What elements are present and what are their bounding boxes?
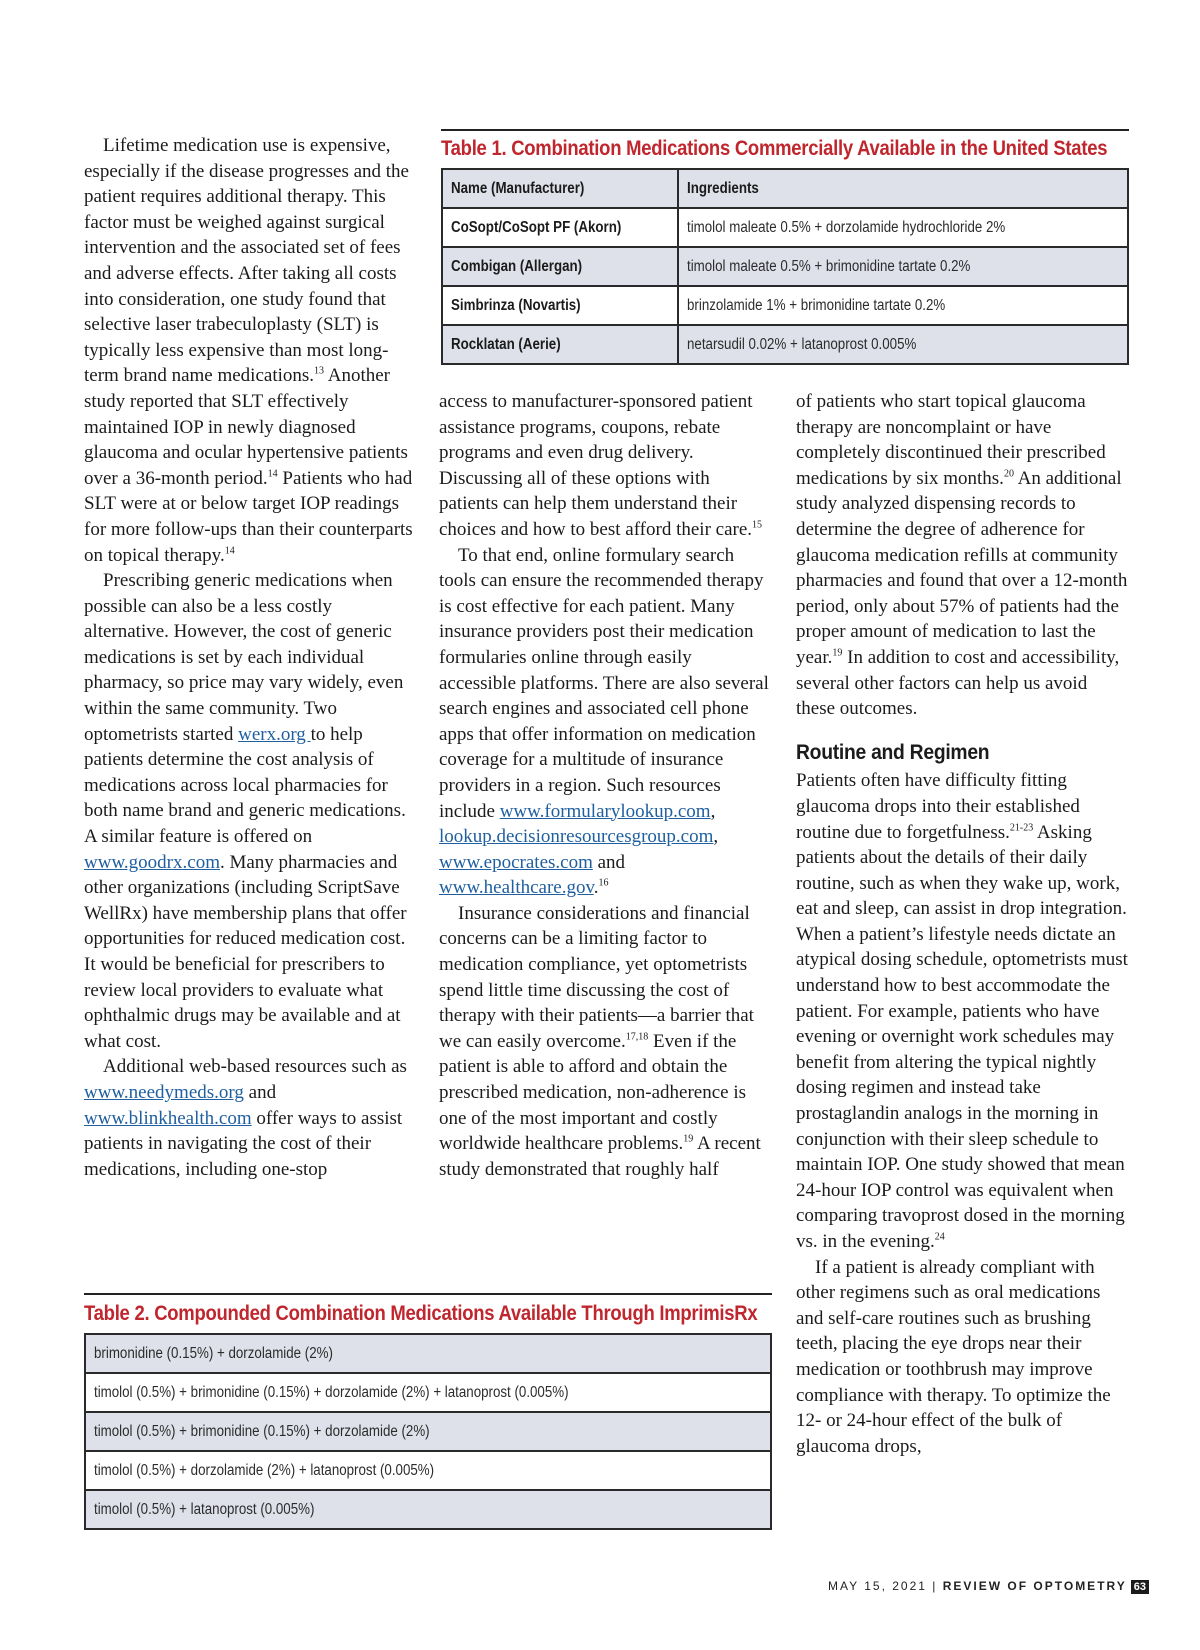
werx-link[interactable]: werx.org [238, 723, 311, 745]
table-row: CoSopt/CoSopt PF (Akorn) timolol maleate 0.5% + dorzolamide hydrochloride 2% [442, 208, 1128, 247]
table-row: timolol (0.5%) + brimonidine (0.15%) + dorzolamide (2%) + latanoprost (0.005%) [85, 1373, 771, 1412]
needymeds-link[interactable]: www.needymeds.org [84, 1081, 244, 1103]
goodrx-link[interactable]: www.goodrx.com [84, 851, 220, 873]
body-column-3 [796, 389, 1128, 1459]
table1-header-ingredients: Ingredients [678, 169, 1128, 208]
paragraph: Lifetime medication use is expensive, especially if the disease progresses and the patient requires additional therapy. This factor must be weighed against surgical intervention and the associated set of fees and adverse effects. After taking all costs into consideration, one study found that selective laser trabeculoplasty (SLT) is typically less expensive than most long-term brand name medications.$^{13}$ Another study reported that SLT effectively maintained IOP in newly diagnosed glaucoma and ocular hypertensive patients over a 36-month period.$^{14}$ Patients who had SLT were at or below target IOP readings for more follow-ups than their counterparts on topical therapy.$^{14}$ [84, 135, 413, 566]
decisionresources-link[interactable]: lookup.decisionresourcesgroup.com [439, 826, 714, 848]
healthcare-gov-link[interactable]: www.healthcare.gov [439, 877, 594, 899]
table-row: Combigan (Allergan) timolol maleate 0.5% + brimonidine tartate 0.2% [442, 247, 1128, 286]
table-row: Simbrinza (Novartis) brinzolamide 1% + brimonidine tartate 0.2% [442, 286, 1128, 325]
table1-top-rule [441, 129, 1129, 131]
blinkhealth-link[interactable]: www.blinkhealth.com [84, 1107, 252, 1129]
paragraph: To that end, online formulary search tools can ensure the recommended therapy is cost effective for each patient. Many insurance providers post their medication formularies online through easily accessible platforms. There are also several search engines and associated cell phone apps that offer information on medication coverage for a multitude of insurance providers in a region. Such resources include www.formularylookup.com, lookup.decisionresourcesgroup.com, www.epocrates.com and www.healthcare.gov.$^{16}$ [439, 544, 769, 899]
body-column-2 [439, 389, 772, 1182]
table1 [441, 168, 1129, 365]
formularylookup-link[interactable]: www.formularylookup.com [499, 800, 711, 822]
body-column-1 [84, 133, 416, 1182]
table-row: timolol (0.5%) + dorzolamide (2%) + latanoprost (0.005%) [85, 1451, 771, 1490]
page-footer [828, 1579, 1149, 1594]
paragraph: Patients often have difficulty fitting glaucoma drops into their established routine due to forgetfulness.$^{21-23}$ Asking patients about the details of their daily routine, such as when they wake up, work, eat and sleep, can assist in drop integration. When a patient’s lifestyle needs dictate an atypical dosing schedule, optometrists must understand how to best accommodate the patient. For example, patients who have evening or overnight work schedules may benefit from altering the typical nightly dosing regimen and instead take prostaglandin analogs in the morning in conjunction with their sleep schedule to maintain IOP. One study showed that mean 24-hour IOP control was equivalent when comparing travoprost dosed in the morning vs. in the evening.$^{24}$ [796, 770, 1128, 1252]
footer-date: MAY 15, 2021 | [828, 1579, 943, 1593]
paragraph: access to manufacturer-sponsored patient assistance programs, coupons, rebate programs and even drug delivery. Discussing all of these options with patients can help them understand their choices and how to best afford their care.$^{15}$ [439, 391, 763, 540]
paragraph: Prescribing generic medications when possible can also be a less costly alternative. However, the cost of generic medications is set by each individual pharmacy, so price may vary widely, even within the same community. Two optometrists started werx.org to help patients determine the cost analysis of medications across local pharmacies for both name brand and generic medications. A similar feature is offered on www.goodrx.com. Many pharmacies and other organizations (including ScriptSave WellRx) have membership plans that offer opportunities for reduced medication cost. It would be beneficial for prescribers to review local providers to evaluate what ophthalmic drugs may be available and at what cost. [84, 570, 407, 1052]
table1-title: Table 1. Combination Medications Commercially Available in the United States [441, 137, 1108, 160]
journal-name: REVIEW OF OPTOMETRY [942, 1579, 1127, 1593]
epocrates-link[interactable]: www.epocrates.com [439, 851, 593, 873]
paragraph: Additional web-based resources such as www.needymeds.org and www.blinkhealth.com offer ways to assist patients in navigating the cost of their medications, including one-stop [84, 1056, 407, 1180]
paragraph: Insurance considerations and financial concerns can be a limiting factor to medication compliance, yet optometrists spend little time discussing the cost of therapy with their patients—a barrier that we can easily overcome.$^{17,18}$ Even if the patient is able to afford and obtain the prescribed medication, non-adherence is one of the most important and costly worldwide healthcare problems.$^{19}$ A recent study demonstrated that roughly half [439, 902, 761, 1180]
table-row: brimonidine (0.15%) + dorzolamide (2%) [85, 1334, 771, 1373]
paragraph: If a patient is already compliant with other regimens such as oral medications and self-care routines such as brushing teeth, placing the eye drops near their medication or toothbrush may improve compliance with therapy. To optimize the 12- or 24-hour effect of the bulk of glaucoma drops, [796, 1256, 1111, 1457]
table1-header-name: Name (Manufacturer) [442, 169, 678, 208]
table-row: timolol (0.5%) + brimonidine (0.15%) + dorzolamide (2%) [85, 1412, 771, 1451]
section-heading: Routine and Regimen [796, 740, 990, 764]
table2-top-rule [84, 1293, 772, 1295]
table2-title: Table 2. Compounded Combination Medications Available Through ImprimisRx [84, 1302, 758, 1325]
table-row: timolol (0.5%) + latanoprost (0.005%) [85, 1490, 771, 1529]
table-row: Rocklatan (Aerie) netarsudil 0.02% + latanoprost 0.005% [442, 325, 1128, 364]
table2 [84, 1333, 772, 1530]
paragraph: of patients who start topical glaucoma therapy are noncomplaint or have completely discontinued their prescribed medications by six months.$^{20}$ An additional study analyzed dispensing records to determine the degree of adherence for glaucoma medication refills at community pharmacies and found that over a 12-month period, only about 57% of patients had the proper amount of medication to last the year.$^{19}$ In addition to cost and accessibility, several other factors can help us avoid these outcomes. [796, 391, 1128, 720]
page-number: 63 [1131, 1580, 1149, 1594]
